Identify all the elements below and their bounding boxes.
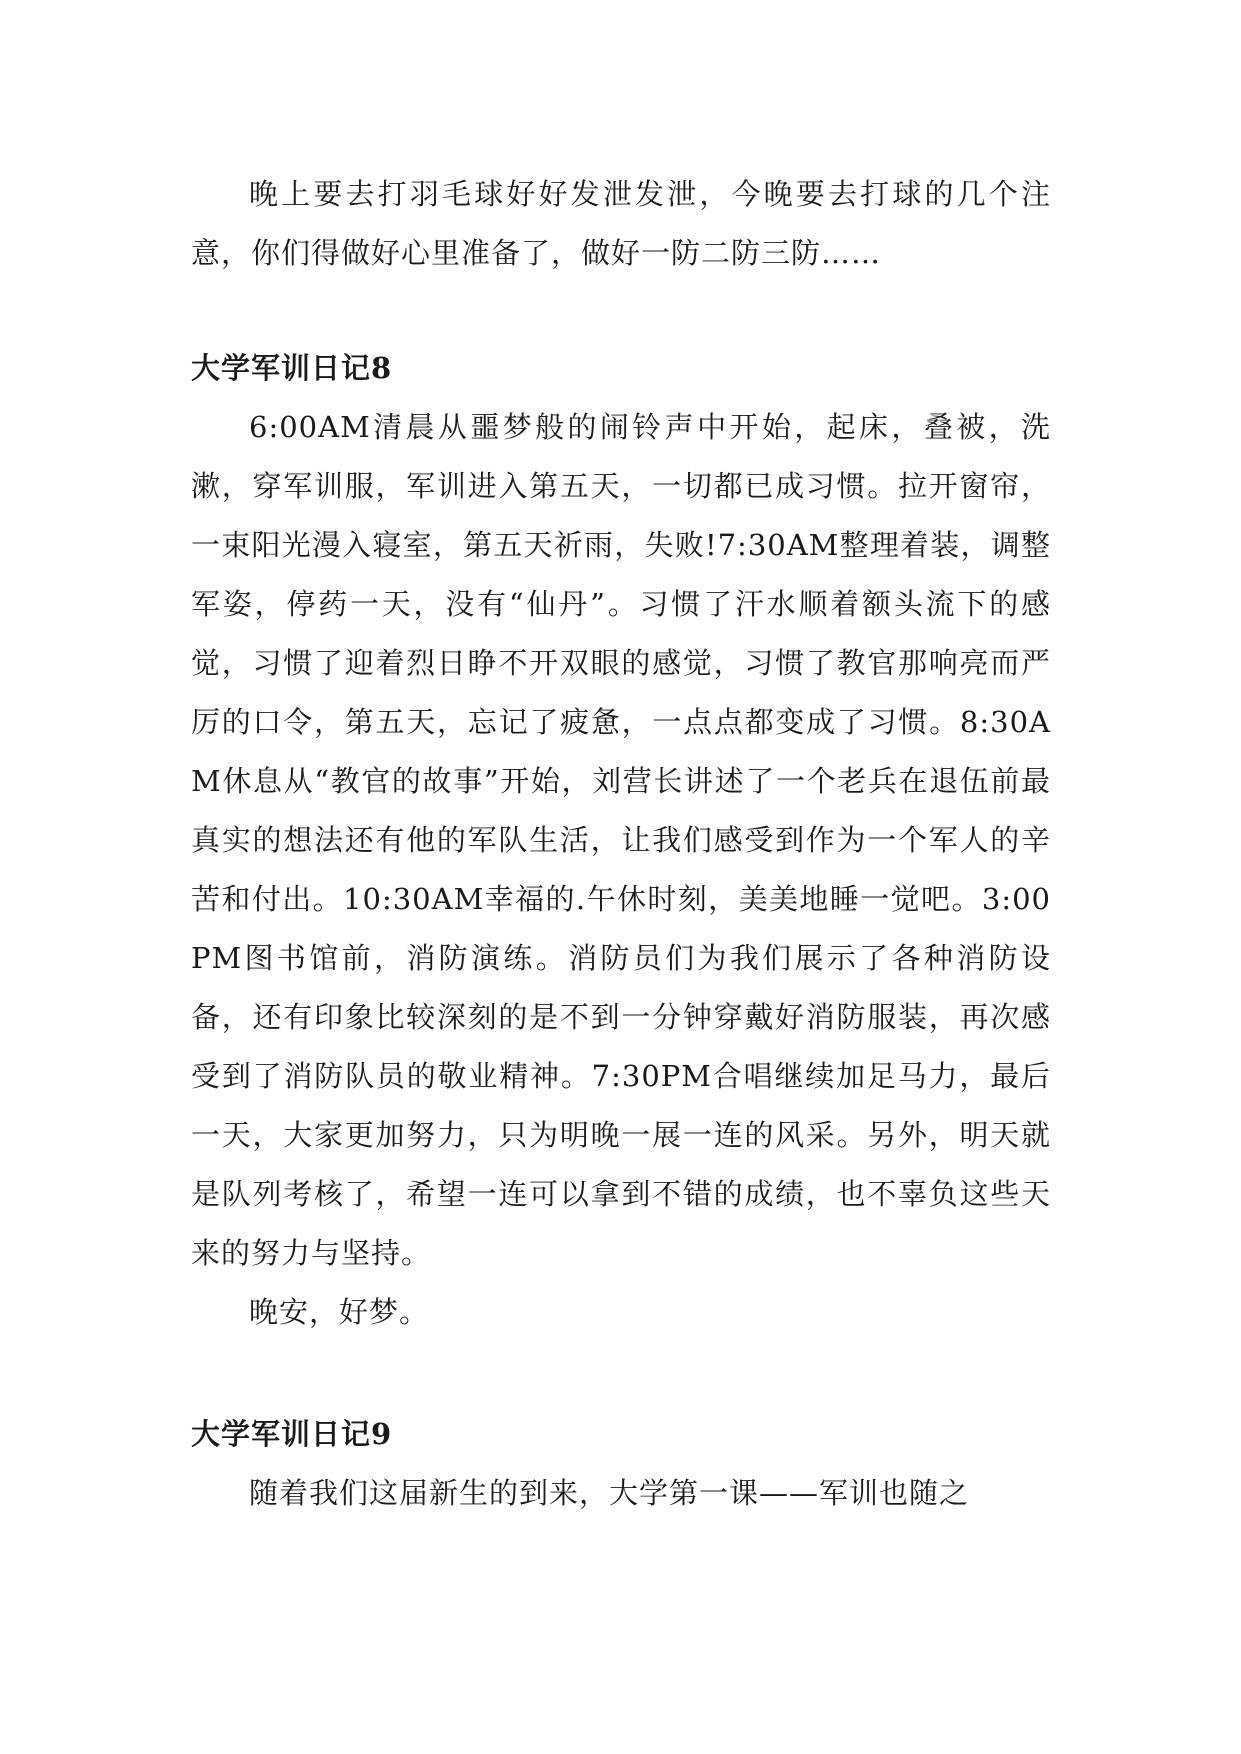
intro-paragraph: 晚上要去打羽毛球好好发泄发泄，今晚要去打球的几个注意，你们得做好心里准备了，做好一防二防三防…… [191, 177, 1051, 270]
section-gap [191, 283, 1051, 339]
section-8-title: 大学军训日记8 [191, 351, 393, 385]
section-9-title: 大学军训日记9 [191, 1417, 393, 1451]
section-8-paragraph-2: 晚安，好梦。 [249, 1295, 430, 1329]
section-8-paragraph-1: 6:00AM清晨从噩梦般的闹铃声中开始，起床，叠被，洗漱，穿军训服，军训进入第五天，一切都已成习惯。拉开窗帘，一束阳光漫入寝室，第五天祈雨，失败!7:30AM整理着装，调整军姿，停药一天，没有“仙丹”。习惯了汗水顺着额头流下的感觉，习惯了迎着烈日睁不开双眼的感觉，习惯了教官那响亮而严厉的口令，第五天，忘记了疲惫，一点点都变成了习惯。8:30AM休息从“教官的故事”开始，刘营长讲述了一个老兵在退伍前最真实的想法还有他的军队生活，让我们感受到作为一个军人的辛苦和付出。10:30AM幸福的.午休时刻，美美地睡一觉吧。3:00PM图书馆前，消防演练。消防员们为我们展示了各种消防设备，还有印象比较深刻的是不到一分钟穿戴好消防服装，再次感受到了消防队员的敬业精神。7:30PM合唱继续加足马力，最后一天，大家更加努力，只为明晚一展一连的风采。另外，明天就是队列考核了，希望一连可以拿到不错的成绩，也不辜负这些天来的努力与坚持。 [191, 410, 1051, 1270]
section-9-paragraph-1: 随着我们这届新生的到来，大学第一课——军训也随之 [249, 1476, 970, 1510]
section-gap [191, 1342, 1051, 1405]
document-page [191, 165, 1051, 1523]
